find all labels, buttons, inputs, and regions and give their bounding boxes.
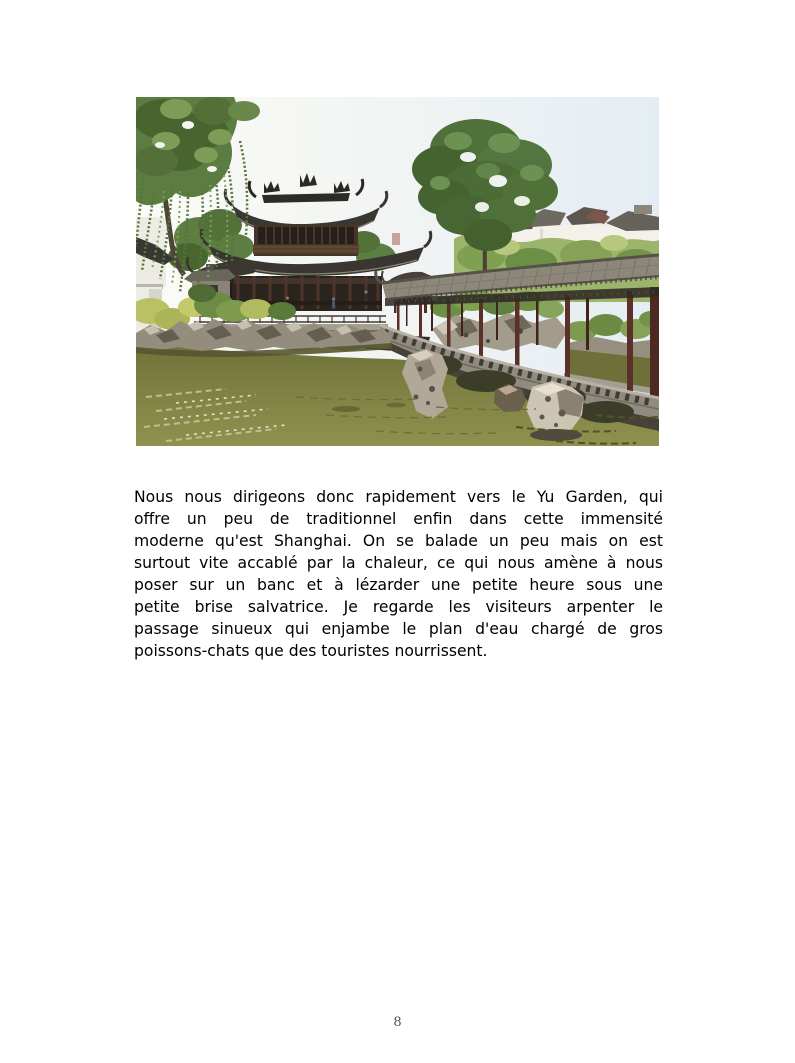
paragraph-line: poser sur un banc et à lézarder une petite heure sous une	[134, 576, 663, 594]
page-number: 8	[393, 1015, 402, 1030]
paragraph-line: poissons-chats que des touristes nourrissent.	[134, 642, 488, 660]
paragraph-line: passage sinueux qui enjambe le plan d'eau chargé de gros	[134, 620, 663, 638]
paragraph-line: Nous nous dirigeons donc rapidement vers le Yu Garden, qui	[134, 488, 663, 506]
paragraph-line: moderne qu'est Shanghai. On se balade un peu mais on est	[134, 532, 663, 550]
travel-paragraph	[134, 486, 663, 662]
paragraph-line: petite brise salvatrice. Je regarde les visiteurs arpenter le	[134, 598, 663, 616]
paragraph-line: surtout vite accablé par la chaleur, ce qui nous amène à nous	[134, 554, 663, 572]
photo-illustration	[136, 97, 659, 446]
paragraph-line: offre un peu de traditionnel enfin dans cette immensité	[134, 510, 663, 528]
yu-garden-photo	[136, 97, 659, 446]
